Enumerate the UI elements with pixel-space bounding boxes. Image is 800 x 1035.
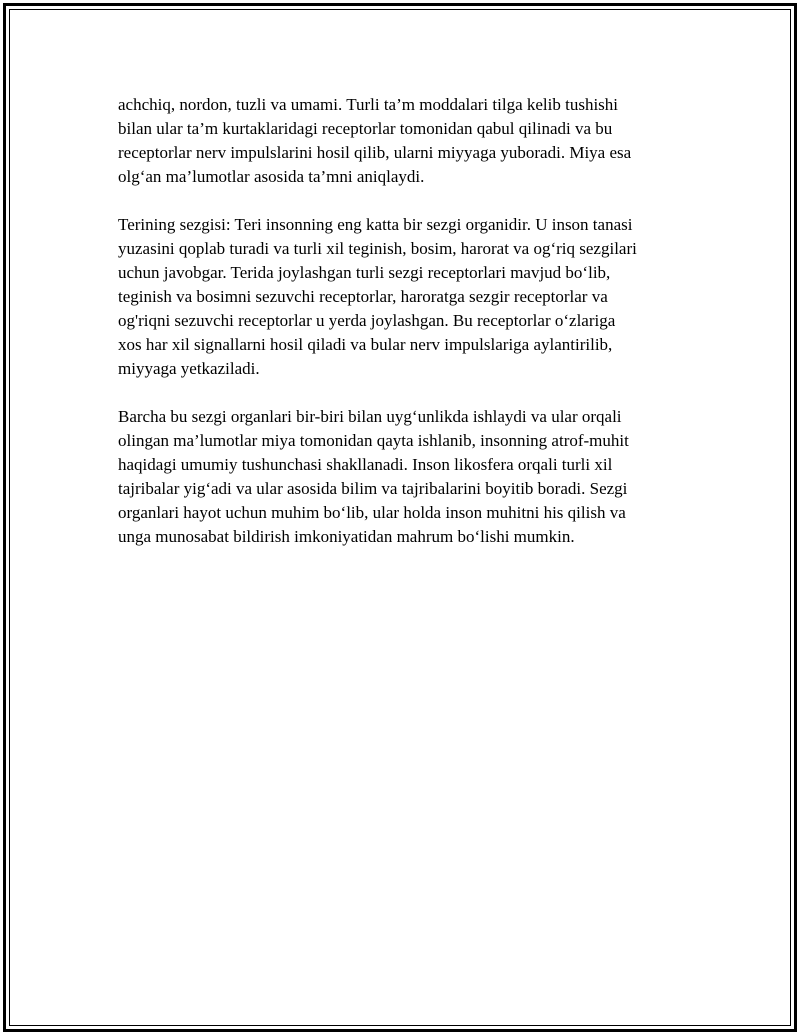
paragraph-skin-sense bbox=[118, 213, 698, 381]
text-line: achchiq, nordon, tuzli va umami. Turli ta’m moddalari tilga kelib tushishi bbox=[118, 95, 619, 114]
text-line: olingan ma’lumotlar miya tomonidan qayta ishlanib, insonning atrof-muhit bbox=[118, 431, 629, 450]
paragraph-taste bbox=[118, 93, 698, 189]
document-body bbox=[118, 93, 698, 573]
text-line: haqidagi umumiy tushunchasi shakllanadi. Inson likosfera orqali turli xil bbox=[118, 455, 613, 474]
text-line: uchun javobgar. Terida joylashgan turli sezgi receptorlari mavjud bo‘lib, bbox=[118, 263, 611, 282]
text-line: tajribalar yig‘adi va ular asosida bilim va tajribalarini boyitib boradi. Sezgi bbox=[118, 479, 628, 498]
text-line: organlari hayot uchun muhim bo‘lib, ular holda inson muhitni his qilish va bbox=[118, 503, 626, 522]
text-line: yuzasini qoplab turadi va turli xil teginish, bosim, harorat va og‘riq sezgilari bbox=[118, 239, 637, 258]
text-line: miyyaga yetkaziladi. bbox=[118, 359, 260, 378]
text-line: Terining sezgisi: Teri insonning eng katta bir sezgi organidir. U inson tanasi bbox=[118, 215, 633, 234]
text-line: receptorlar nerv impulslarini hosil qilib, ularni miyyaga yuboradi. Miya esa bbox=[118, 143, 632, 162]
text-line: Barcha bu sezgi organlari bir-biri bilan uyg‘unlikda ishlaydi va ular orqali bbox=[118, 407, 622, 426]
text-line: unga munosabat bildirish imkoniyatidan mahrum bo‘lishi mumkin. bbox=[118, 527, 575, 546]
text-line: bilan ular ta’m kurtaklaridagi receptorlar tomonidan qabul qilinadi va bu bbox=[118, 119, 613, 138]
text-line: teginish va bosimni sezuvchi receptorlar, haroratga sezgir receptorlar va bbox=[118, 287, 608, 306]
paragraph-conclusion bbox=[118, 405, 698, 549]
text-line: olg‘an ma’lumotlar asosida ta’mni aniqlaydi. bbox=[118, 167, 425, 186]
text-line: og'riqni sezuvchi receptorlar u yerda joylashgan. Bu receptorlar o‘zlariga bbox=[118, 311, 616, 330]
text-line: xos har xil signallarni hosil qiladi va bular nerv impulslariga aylantirilib, bbox=[118, 335, 613, 354]
